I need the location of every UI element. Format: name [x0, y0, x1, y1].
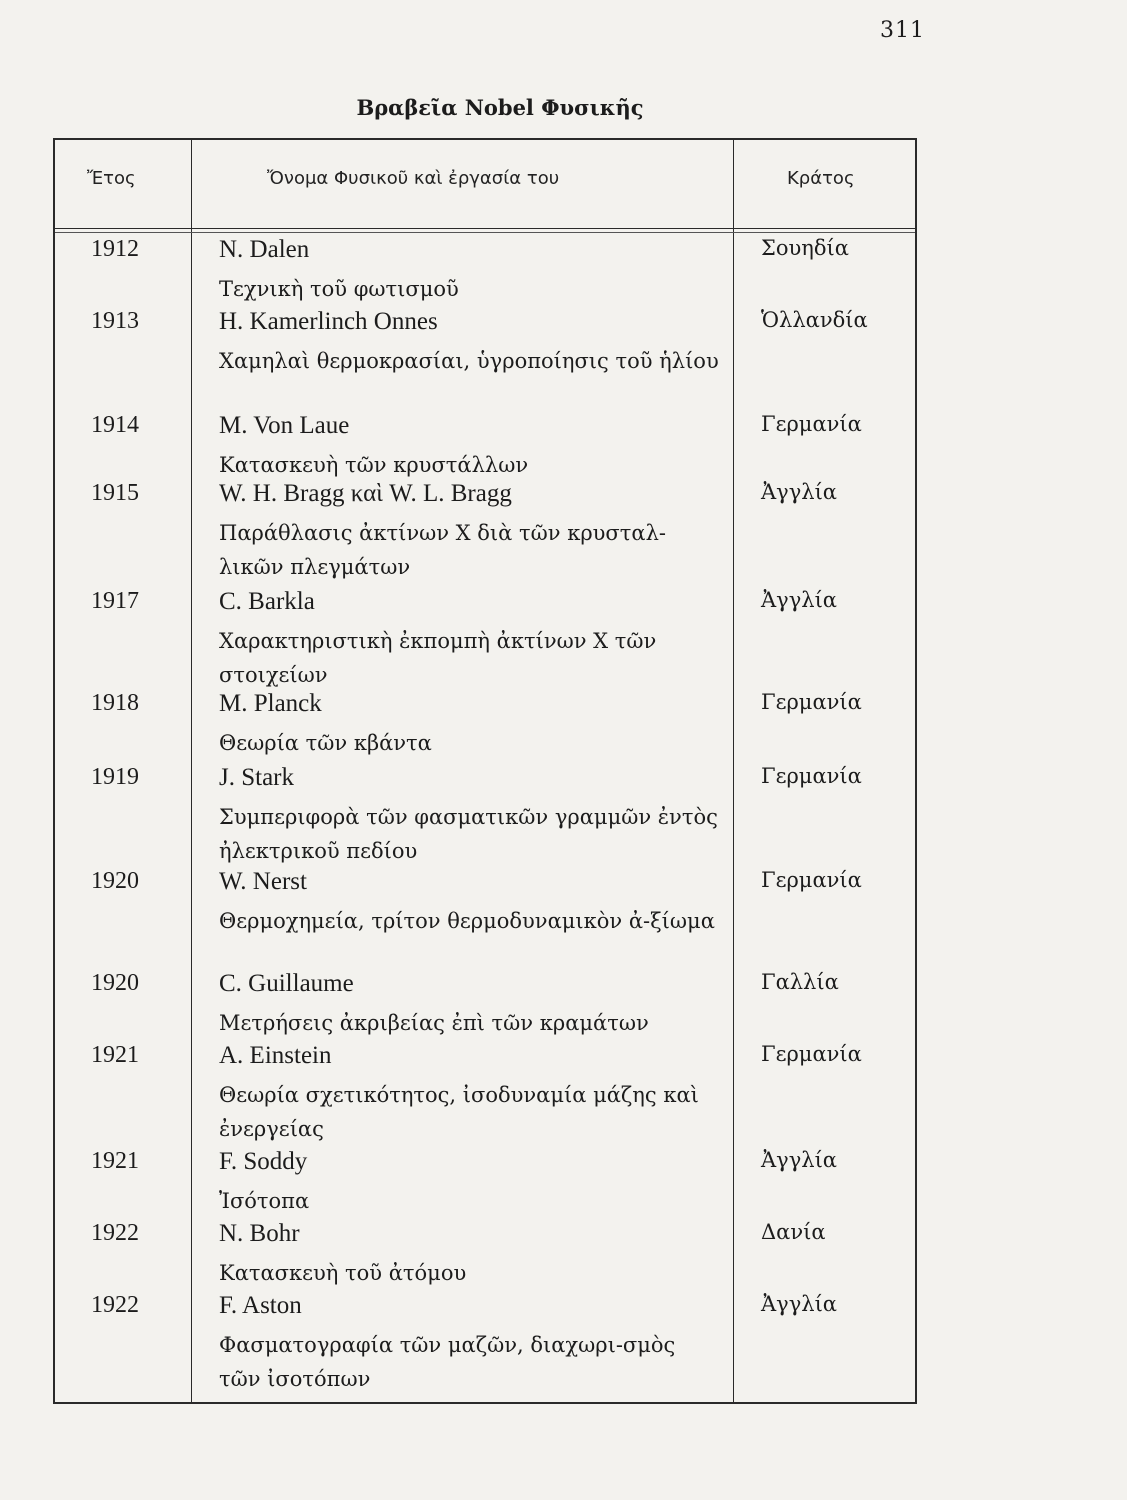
entry-work: Κατασκευὴ τοῦ ἀτόμου [219, 1261, 467, 1285]
entry-country: Ὁλλανδία [761, 308, 868, 332]
entry-year: 1914 [91, 412, 139, 438]
entry-name: M. Planck [219, 690, 322, 717]
entry-country: Γερμανία [761, 412, 862, 436]
entry-work: Ἰσότοπα [219, 1189, 310, 1213]
entry-country: Ἀγγλία [761, 1292, 837, 1316]
entry-year: 1918 [91, 690, 139, 716]
entry-name: A. Einstein [219, 1042, 332, 1069]
entry-work: Τεχνικὴ τοῦ φωτισμοῦ [219, 277, 459, 301]
entry-country: Σουηδία [761, 236, 849, 260]
entry-name: C. Barkla [219, 588, 315, 615]
entry-country: Γερμανία [761, 764, 862, 788]
entry-year: 1920 [91, 970, 139, 996]
page-number: 311 [880, 18, 925, 43]
header-year: Ἔτος [87, 168, 136, 189]
entry-name: F. Aston [219, 1292, 302, 1319]
entry-country: Ἀγγλία [761, 480, 837, 504]
entry-name: F. Soddy [219, 1148, 308, 1175]
entry-name: N. Dalen [219, 236, 310, 263]
entry-work: Συμπεριφορὰ τῶν φασματικῶν γραμμῶν ἐντὸς ἠλεκτρικοῦ πεδίου [219, 805, 718, 863]
entry-year: 1919 [91, 764, 139, 790]
column-divider [733, 140, 734, 1402]
header-country: Κράτος [787, 168, 855, 189]
entry-country: Γαλλία [761, 970, 839, 994]
nobel-table [53, 138, 917, 1404]
header-divider [55, 228, 915, 229]
entry-year: 1921 [91, 1148, 139, 1174]
entry-year: 1917 [91, 588, 139, 614]
entry-name: W. H. Bragg καὶ W. L. Bragg [219, 480, 512, 507]
entry-name: J. Stark [219, 764, 294, 791]
entry-work: Θερμοχημεία, τρίτον θερμοδυναμικὸν ἀ-ξίωμα [219, 909, 715, 933]
page-title: Βραβεῖα Nobel Φυσικῆς [356, 95, 644, 120]
column-divider [191, 140, 192, 1402]
entry-year: 1922 [91, 1292, 139, 1318]
entry-work: Κατασκευὴ τῶν κρυστάλλων [219, 453, 529, 477]
entry-country: Γερμανία [761, 868, 862, 892]
entry-year: 1915 [91, 480, 139, 506]
header-divider [55, 232, 915, 233]
entry-year: 1913 [91, 308, 139, 334]
entry-name: M. Von Laue [219, 412, 350, 439]
entry-year: 1921 [91, 1042, 139, 1068]
entry-name: W. Nerst [219, 868, 307, 895]
entry-country: Γερμανία [761, 690, 862, 714]
entry-country: Ἀγγλία [761, 588, 837, 612]
entry-work: Χαρακτηριστικὴ ἐκπομπὴ ἀκτίνων X τῶν στοιχείων [219, 629, 657, 687]
entry-work: Φασματογραφία τῶν μαζῶν, διαχωρι-σμὸς τῶν ἰσοτόπων [219, 1333, 676, 1391]
entry-work: Παράθλασις ἀκτίνων X διὰ τῶν κρυσταλ-λικῶν πλεγμάτων [219, 521, 666, 579]
entry-work: Θεωρία σχετικότητος, ἰσοδυναμία μάζης καὶ ἐνεργείας [219, 1083, 699, 1141]
entry-year: 1920 [91, 868, 139, 894]
entry-year: 1912 [91, 236, 139, 262]
entry-country: Δανία [761, 1220, 826, 1244]
entry-year: 1922 [91, 1220, 139, 1246]
entry-name: N. Bohr [219, 1220, 300, 1247]
header-name-work: Ὄνομα Φυσικοῦ καὶ ἐργασία του [267, 168, 560, 189]
entry-name: H. Kamerlinch Onnes [219, 308, 438, 335]
entry-country: Ἀγγλία [761, 1148, 837, 1172]
entry-work: Μετρήσεις ἀκριβείας ἐπὶ τῶν κραμάτων [219, 1011, 649, 1035]
entry-country: Γερμανία [761, 1042, 862, 1066]
entry-work: Χαμηλαὶ θερμοκρασίαι, ὑγροποίησις τοῦ ἡλίου [219, 349, 719, 373]
entry-work: Θεωρία τῶν κβάντα [219, 731, 432, 755]
entry-name: C. Guillaume [219, 970, 354, 997]
